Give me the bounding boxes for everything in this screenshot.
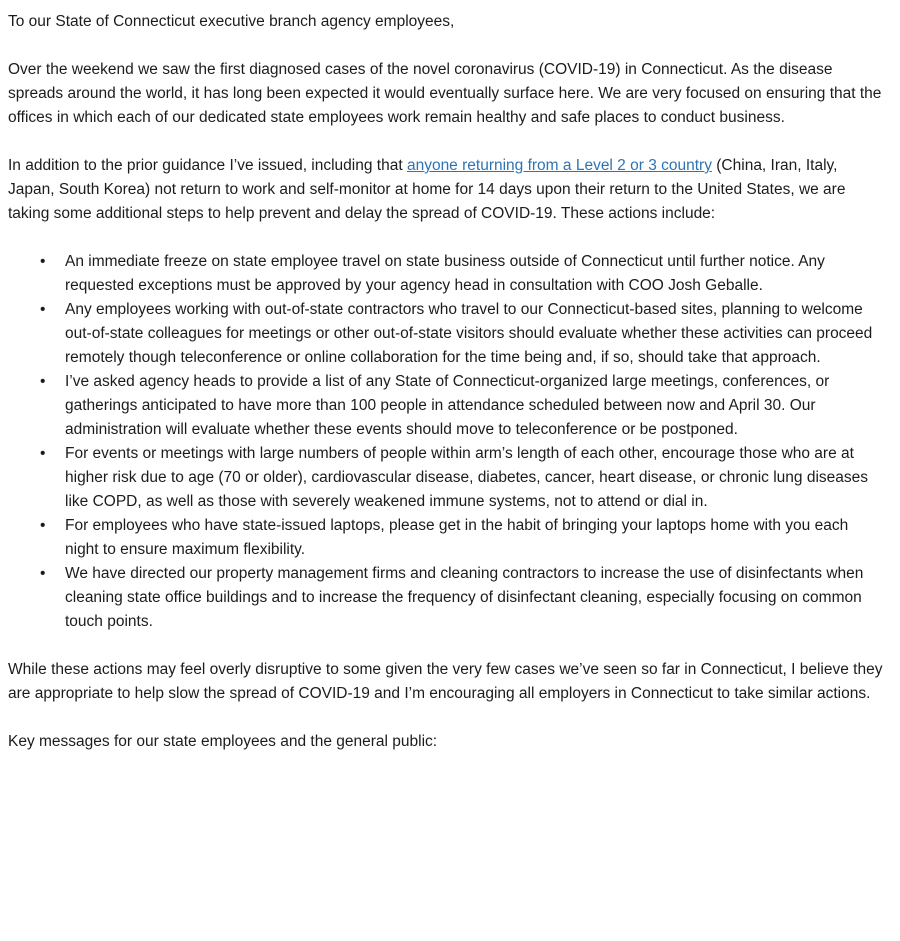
list-item: • I’ve asked agency heads to provide a list of any State of Connecticut-organized large meetings, conferences, or gatherings anticipated to have more than 100 people in attendance scheduled between now and April 30. Our administration will evaluate whether these events should move to teleconference or be postponed.: [65, 370, 886, 442]
list-item: • We have directed our property management firms and cleaning contractors to increase the use of disinfectants when cleaning state office buildings and to increase the frequency of disinfectant cleaning, especially focusing on common touch points.: [65, 562, 886, 634]
guidance-paragraph: [8, 154, 886, 226]
guidance-post-link-text: (China, Iran, Italy, Japan, South Korea) not return to work and self-monitor at home for 14 days upon their return to the United States, we are taking some additional steps to help prevent and delay the spread of COVID-19. These actions include:: [8, 157, 846, 222]
actions-list: [8, 250, 886, 634]
salutation: To our State of Connecticut executive branch agency employees,: [8, 13, 455, 30]
list-item: • For employees who have state-issued laptops, please get in the habit of bringing your laptops home with you each night to ensure maximum flexibility.: [65, 514, 886, 562]
list-item: • An immediate freeze on state employee travel on state business outside of Connecticut until further notice. Any requested exceptions must be approved by your agency head in consultation with COO Josh Geballe.: [65, 250, 886, 298]
key-messages-heading: Key messages for our state employees and the general public:: [8, 733, 438, 750]
closing-paragraph: While these actions may feel overly disruptive to some given the very few cases we’ve seen so far in Connecticut, I believe they are appropriate to help slow the spread of COVID-19 and I’m encouraging all employers in Connecticut to take similar actions.: [8, 661, 883, 702]
intro-paragraph: Over the weekend we saw the first diagnosed cases of the novel coronavirus (COVID-19) in Connecticut. As the disease spreads around the world, it has long been expected it would eventually surface here. We are very focused on ensuring that the offices in which each of our dedicated state employees work remain healthy and safe places to conduct business.: [8, 61, 882, 126]
list-item: • Any employees working with out-of-state contractors who travel to our Connecticut-based sites, planning to welcome out-of-state colleagues for meetings or other out-of-state visitors should evaluate whether these activities can proceed remotely though teleconference or online collaboration for the time being and, if so, should take that approach.: [65, 298, 886, 370]
level-2-or-3-country-link[interactable]: anyone returning from a Level 2 or 3 country: [406, 157, 712, 174]
list-item: • For events or meetings with large numbers of people within arm’s length of each other, encourage those who are at higher risk due to age (70 or older), cardiovascular disease, diabetes, cancer, heart disease, or chronic lung diseases like COPD, as well as those with severely weakened immune systems, not to attend or dial in.: [65, 442, 886, 514]
guidance-pre-link-text: In addition to the prior guidance I’ve issued, including that: [8, 157, 407, 174]
